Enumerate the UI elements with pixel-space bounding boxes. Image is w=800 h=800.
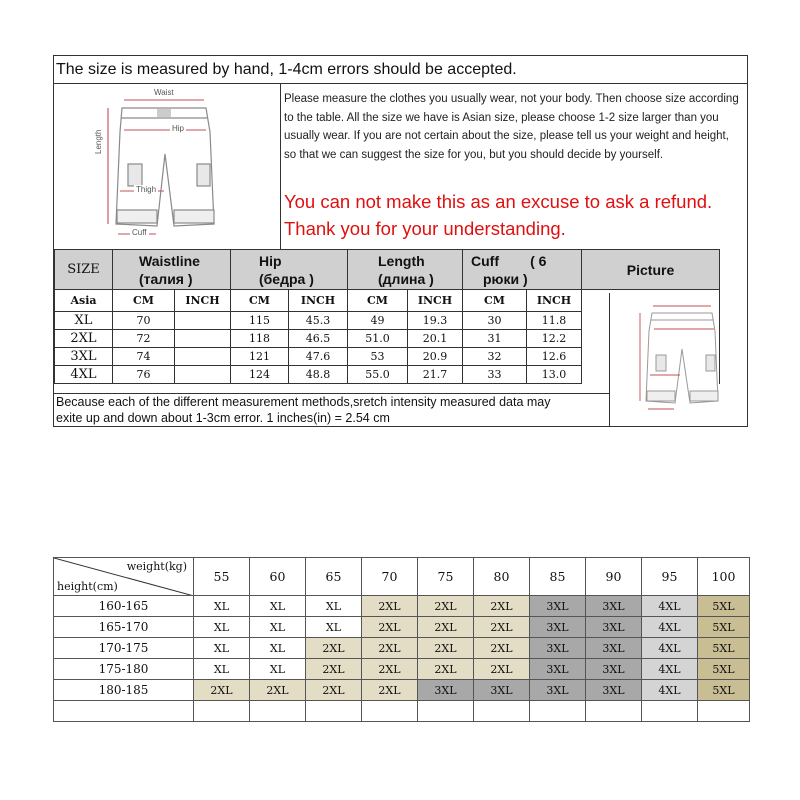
recommended-size-cell: 2XL — [418, 659, 474, 680]
recommended-size-cell: 2XL — [474, 596, 530, 617]
recommended-size-cell: 2XL — [306, 680, 362, 701]
footnote: Because each of the different measurement methods,sretch intensity measured data may exite up and down about 1-3cm error. 1 inches(in) = 2.54 cm — [56, 395, 551, 425]
table-cell: 19.3 — [408, 312, 463, 330]
empty-cell — [642, 701, 698, 722]
recommendation-row — [54, 596, 750, 617]
recommended-size-cell: XL — [194, 659, 250, 680]
empty-cell — [698, 701, 750, 722]
recommended-size-cell: 2XL — [418, 617, 474, 638]
recommended-size-cell: 3XL — [418, 680, 474, 701]
table-cell: 72 — [113, 330, 175, 348]
size-cell: 3XL — [55, 348, 113, 366]
table-cell: 115 — [231, 312, 289, 330]
recommended-size-cell: 4XL — [642, 659, 698, 680]
refund-warning — [284, 188, 712, 242]
table-cell: 49 — [348, 312, 408, 330]
table-cell: 20.1 — [408, 330, 463, 348]
table-cell: 118 — [231, 330, 289, 348]
cuff-label: Cuff — [132, 228, 147, 237]
size-header: SIZE — [55, 250, 113, 290]
table-cell — [175, 312, 231, 330]
subheader-inch: INCH — [408, 290, 463, 312]
recommended-size-cell: 3XL — [530, 659, 586, 680]
recommended-size-cell: XL — [194, 617, 250, 638]
empty-cell — [194, 701, 250, 722]
recommendation-body — [54, 596, 750, 701]
table-cell: 11.8 — [527, 312, 582, 330]
recommended-size-cell: XL — [250, 638, 306, 659]
table-cell: 12.2 — [527, 330, 582, 348]
recommended-size-cell: 5XL — [698, 680, 750, 701]
weight-column-header: 70 — [362, 558, 418, 596]
recommended-size-cell: 3XL — [474, 680, 530, 701]
length-header: Length (длина ) — [348, 250, 463, 290]
table-cell: 32 — [463, 348, 527, 366]
recommended-size-cell: 5XL — [698, 617, 750, 638]
recommended-size-cell: 4XL — [642, 680, 698, 701]
weight-height-corner — [54, 558, 194, 596]
shorts-thumbnail-icon — [610, 293, 747, 426]
recommended-size-cell: 3XL — [586, 596, 642, 617]
table-cell: 76 — [113, 366, 175, 384]
table-cell: 33 — [463, 366, 527, 384]
recommended-size-cell: 4XL — [642, 596, 698, 617]
subheader-cm: CM — [231, 290, 289, 312]
table-cell: 48.8 — [289, 366, 348, 384]
size-cell: XL — [55, 312, 113, 330]
recommended-size-cell: XL — [250, 659, 306, 680]
table-cell: 70 — [113, 312, 175, 330]
refund-line: You can not make this as an excuse to ask a refund. — [284, 191, 713, 212]
picture-box — [609, 293, 747, 426]
recommended-size-cell: 2XL — [418, 638, 474, 659]
hip-label: Hip — [172, 124, 185, 133]
recommended-size-cell: 5XL — [698, 638, 750, 659]
recommended-size-cell: XL — [250, 596, 306, 617]
recommendation-table — [53, 557, 750, 722]
empty-cell — [474, 701, 530, 722]
table-cell: 124 — [231, 366, 289, 384]
size-chart-panel — [53, 55, 748, 427]
recommended-size-cell: 2XL — [474, 659, 530, 680]
recommended-size-cell: XL — [250, 617, 306, 638]
recommended-size-cell: XL — [306, 617, 362, 638]
weight-column-header: 100 — [698, 558, 750, 596]
shorts-diagram — [54, 84, 281, 249]
recommended-size-cell: 4XL — [642, 638, 698, 659]
recommendation-row — [54, 659, 750, 680]
recommended-size-cell: XL — [194, 596, 250, 617]
recommended-size-cell: 3XL — [586, 638, 642, 659]
recommended-size-cell: 2XL — [250, 680, 306, 701]
size-table-header — [55, 250, 720, 290]
empty-cell — [306, 701, 362, 722]
subheader-cm: CM — [348, 290, 408, 312]
subheader-inch: INCH — [289, 290, 348, 312]
empty-cell — [586, 701, 642, 722]
hip-header: Hip (бедра ) — [231, 250, 348, 290]
recommended-size-cell: 2XL — [474, 617, 530, 638]
weight-column-header: 80 — [474, 558, 530, 596]
recommended-size-cell: XL — [194, 638, 250, 659]
height-range-cell: 165-170 — [54, 617, 194, 638]
table-cell: 121 — [231, 348, 289, 366]
table-cell: 46.5 — [289, 330, 348, 348]
weight-column-header: 60 — [250, 558, 306, 596]
height-range-cell: 160-165 — [54, 596, 194, 617]
recommended-size-cell: 4XL — [642, 617, 698, 638]
thigh-label: Thigh — [136, 185, 157, 194]
shorts-diagram-icon — [54, 84, 280, 249]
table-cell: 31 — [463, 330, 527, 348]
size-cell: 2XL — [55, 330, 113, 348]
table-cell: 53 — [348, 348, 408, 366]
subheader-cm: CM — [463, 290, 527, 312]
recommended-size-cell: 2XL — [306, 638, 362, 659]
weight-column-header: 75 — [418, 558, 474, 596]
picture-header: Picture — [582, 250, 720, 290]
recommended-size-cell: 3XL — [530, 596, 586, 617]
measurement-note: The size is measured by hand, 1-4cm errors should be accepted. — [54, 56, 747, 84]
height-range-cell: 170-175 — [54, 638, 194, 659]
instructions-text: Please measure the clothes you usually wear, not your body. Then choose size according to the table. All the size we have is Asian size, please choose 1-2 size larger than you usually wear. If you are not certain about the size, please tell us your weight and height, so that we can suggest the size for you, but you should decide by yourself. — [284, 93, 739, 161]
recommended-size-cell: 2XL — [418, 596, 474, 617]
recommended-size-cell: 3XL — [586, 659, 642, 680]
subheader-asia: Asia — [55, 290, 113, 312]
empty-cell — [362, 701, 418, 722]
table-cell: 45.3 — [289, 312, 348, 330]
subheader-inch: INCH — [175, 290, 231, 312]
recommended-size-cell: 3XL — [530, 680, 586, 701]
recommended-size-cell: 5XL — [698, 596, 750, 617]
recommended-size-cell: 2XL — [362, 638, 418, 659]
waistline-header: Waistline (талия ) — [113, 250, 231, 290]
recommended-size-cell: 2XL — [306, 659, 362, 680]
empty-cell — [418, 701, 474, 722]
recommendation-row — [54, 680, 750, 701]
table-cell: 12.6 — [527, 348, 582, 366]
recommendation-row — [54, 638, 750, 659]
table-cell — [175, 348, 231, 366]
weight-column-header: 85 — [530, 558, 586, 596]
height-range-cell: 180-185 — [54, 680, 194, 701]
recommended-size-cell: 3XL — [530, 617, 586, 638]
weight-column-header: 55 — [194, 558, 250, 596]
recommended-size-cell: 5XL — [698, 659, 750, 680]
table-cell: 51.0 — [348, 330, 408, 348]
recommendation-header — [54, 558, 750, 596]
empty-cell — [250, 701, 306, 722]
weight-column-header: 90 — [586, 558, 642, 596]
height-range-cell: 175-180 — [54, 659, 194, 680]
height-axis-label: height(cm) — [57, 580, 118, 593]
recommended-size-cell: 2XL — [362, 596, 418, 617]
weight-column-header: 95 — [642, 558, 698, 596]
empty-cell — [530, 701, 586, 722]
table-cell — [175, 366, 231, 384]
table-cell — [175, 330, 231, 348]
recommended-size-cell: 2XL — [474, 638, 530, 659]
weight-column-header: 65 — [306, 558, 362, 596]
waist-label: Waist — [154, 88, 174, 97]
recommended-size-cell: 2XL — [362, 659, 418, 680]
empty-cell — [54, 701, 194, 722]
instructions-block — [281, 84, 747, 249]
size-cell: 4XL — [55, 366, 113, 384]
length-label: Length — [94, 129, 103, 154]
recommended-size-cell: 2XL — [194, 680, 250, 701]
thanks-line: Thank you for your understanding. — [284, 218, 566, 239]
recommended-size-cell: 3XL — [530, 638, 586, 659]
table-cell: 21.7 — [408, 366, 463, 384]
recommended-size-cell: 2XL — [362, 617, 418, 638]
table-cell: 55.0 — [348, 366, 408, 384]
empty-row — [54, 701, 750, 722]
recommended-size-cell: 3XL — [586, 617, 642, 638]
recommended-size-cell: XL — [306, 596, 362, 617]
table-cell: 30 — [463, 312, 527, 330]
table-cell: 47.6 — [289, 348, 348, 366]
weight-axis-label: weight(kg) — [126, 560, 187, 573]
recommended-size-cell: 2XL — [362, 680, 418, 701]
table-cell: 74 — [113, 348, 175, 366]
cuff-header: Cuff ( 6 рюки ) — [463, 250, 582, 290]
table-cell: 20.9 — [408, 348, 463, 366]
recommendation-row — [54, 617, 750, 638]
table-cell: 13.0 — [527, 366, 582, 384]
subheader-inch: INCH — [527, 290, 582, 312]
recommended-size-cell: 3XL — [586, 680, 642, 701]
subheader-cm: CM — [113, 290, 175, 312]
